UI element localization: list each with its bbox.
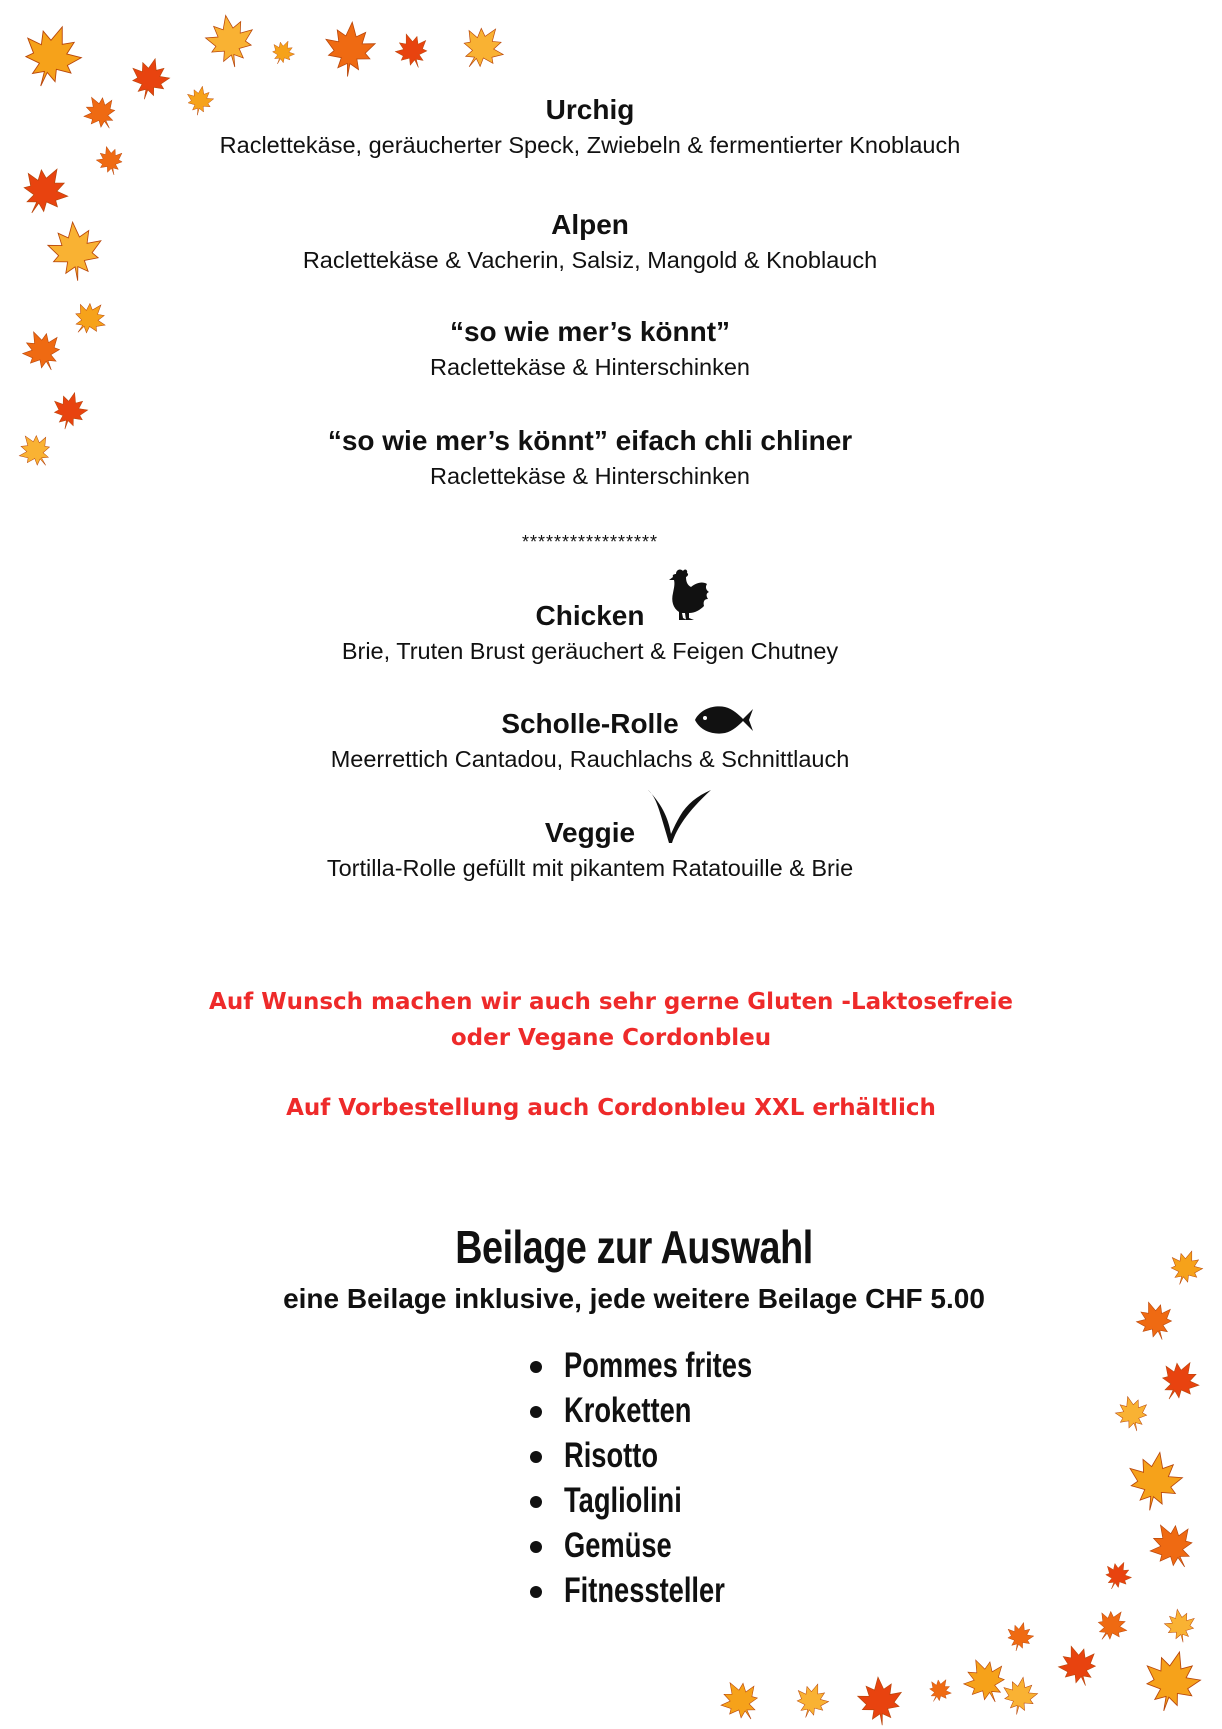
side-item-label: Risotto xyxy=(564,1436,659,1475)
bullet xyxy=(530,1541,542,1553)
maple-leaf-icon xyxy=(202,11,258,71)
side-item-label: Tagliolini xyxy=(564,1481,682,1520)
list-item xyxy=(530,1343,805,1388)
sides-title: Beilage zur Auswahl xyxy=(455,1221,813,1273)
side-item-label: Fitnessteller xyxy=(564,1571,725,1610)
maple-leaf-icon xyxy=(790,1679,833,1724)
menu-item-name: “so wie mer’s könnt” eifach chli chliner xyxy=(327,425,853,456)
side-item-label: Gemüse xyxy=(564,1526,672,1565)
maple-leaf-icon xyxy=(1053,1640,1103,1692)
maple-leaf-icon xyxy=(1142,1514,1204,1578)
side-item-label: Pommes frites xyxy=(564,1346,753,1385)
menu-item-so-wie-mers-koennt xyxy=(0,314,1180,382)
maple-leaf-icon xyxy=(452,17,513,79)
menu-item-urchig xyxy=(0,92,1180,160)
maple-leaf-icon xyxy=(391,29,434,74)
list-item xyxy=(530,1433,805,1478)
menu-item-chicken xyxy=(0,598,1180,666)
menu-item-alpen xyxy=(0,207,1180,275)
menu-item-description: Raclettekäse & Hinterschinken xyxy=(429,463,750,489)
menu-item-name: Urchig xyxy=(545,94,635,125)
maple-leaf-icon xyxy=(14,17,89,96)
maple-leaf-icon xyxy=(1162,1607,1198,1645)
list-item xyxy=(530,1388,805,1433)
menu-item-scholle-rolle xyxy=(0,706,1180,774)
maple-leaf-icon xyxy=(267,36,298,68)
menu-item-name: Veggie xyxy=(544,817,636,848)
fish-icon xyxy=(693,703,755,737)
maple-leaf-icon xyxy=(1099,1557,1136,1595)
list-item xyxy=(530,1478,805,1523)
bullet xyxy=(530,1361,542,1373)
menu-item-veggie xyxy=(0,815,1180,883)
maple-leaf-icon xyxy=(957,1651,1014,1711)
maple-leaf-icon xyxy=(1137,1645,1206,1718)
maple-leaf-icon xyxy=(1112,1392,1152,1435)
notice-dietary-line2: oder Vegane Cordonbleu xyxy=(450,1025,772,1051)
maple-leaf-icon xyxy=(323,20,377,79)
menu-item-description: Meerrettich Cantadou, Rauchlachs & Schnittlauch xyxy=(330,746,850,772)
menu-item-description: Brie, Truten Brust geräuchert & Feigen Chutney xyxy=(341,638,839,664)
menu-item-name: “so wie mer’s könnt” xyxy=(449,316,731,347)
menu-item-name: Scholle-Rolle xyxy=(501,708,679,739)
maple-leaf-icon xyxy=(714,1673,768,1728)
maple-leaf-icon xyxy=(924,1674,956,1707)
menu-item-name: Alpen xyxy=(551,209,629,240)
bullet xyxy=(530,1406,542,1418)
maple-leaf-icon xyxy=(1000,1674,1040,1717)
bullet xyxy=(530,1586,542,1598)
chicken-icon xyxy=(662,568,712,624)
maple-leaf-icon xyxy=(1003,1619,1036,1654)
list-item xyxy=(530,1568,805,1613)
menu-item-so-wie-mers-koennt-chliner xyxy=(0,423,1180,491)
menu-item-description: Raclettekäse & Vacherin, Salsiz, Mangold & Knoblauch xyxy=(302,247,878,273)
bullet xyxy=(530,1451,542,1463)
maple-leaf-icon xyxy=(1153,1353,1207,1408)
list-item xyxy=(530,1523,805,1568)
menu-item-description: Raclettekäse, geräucherter Speck, Zwiebeln & fermentierter Knoblauch xyxy=(219,132,961,158)
notice-dietary-line1: Auf Wunsch machen wir auch sehr gerne Gluten -Laktosefreie xyxy=(209,989,1013,1015)
notice-xxl: Auf Vorbestellung auch Cordonbleu XXL erhältlich xyxy=(286,1095,936,1121)
leaf-icon xyxy=(647,788,713,844)
menu-item-description: Raclettekäse & Hinterschinken xyxy=(429,354,750,380)
side-item-label: Kroketten xyxy=(564,1391,692,1430)
maple-leaf-icon xyxy=(1123,1448,1186,1515)
sides-list xyxy=(530,1343,805,1613)
separator: ***************** xyxy=(521,532,659,552)
maple-leaf-icon xyxy=(1089,1603,1133,1648)
bullet xyxy=(530,1496,542,1508)
menu-item-name: Chicken xyxy=(535,600,645,631)
maple-leaf-icon xyxy=(856,1675,904,1727)
menu-item-description: Tortilla-Rolle gefüllt mit pikantem Ratatouille & Brie xyxy=(326,855,854,881)
sides-subtitle: eine Beilage inklusive, jede weitere Beilage CHF 5.00 xyxy=(283,1283,985,1314)
